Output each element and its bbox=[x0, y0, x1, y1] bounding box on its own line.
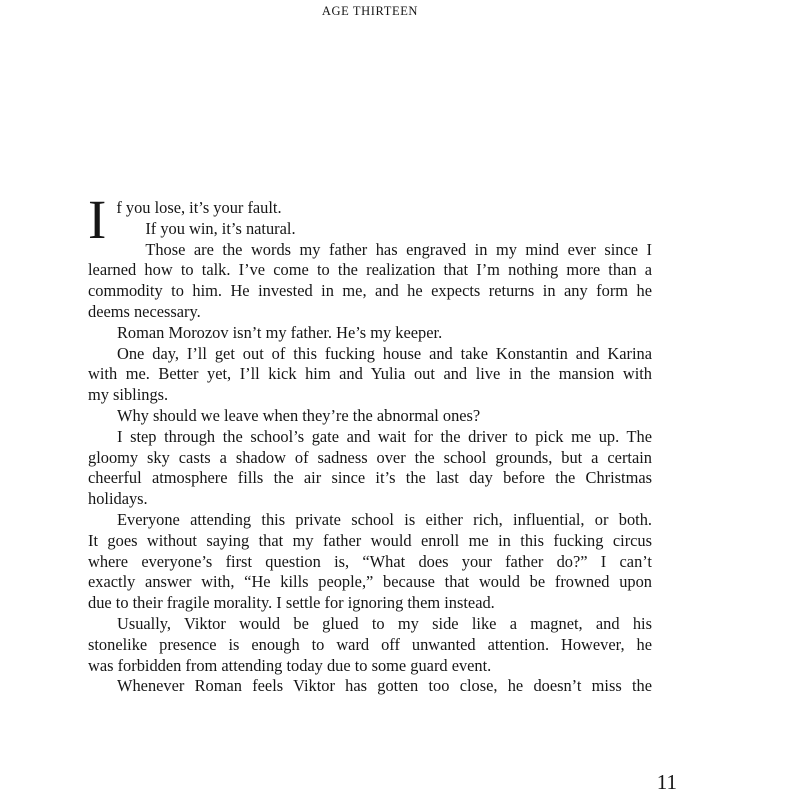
text-line: gloomy sky casts a shadow of sadness over the school grounds, but a certain bbox=[88, 447, 652, 467]
text-line: One day, I’ll get out of this fucking house and take Konstantin and Karina bbox=[117, 343, 652, 363]
paragraph bbox=[88, 323, 652, 344]
text-line: If you win, it’s natural. bbox=[145, 218, 296, 238]
text-line: cheerful atmosphere fills the air since it’s the last day before the Christmas bbox=[88, 468, 652, 488]
paragraph bbox=[88, 406, 652, 427]
running-header: AGE THIRTEEN bbox=[321, 4, 419, 18]
paragraph bbox=[88, 427, 652, 510]
paragraph bbox=[88, 344, 652, 406]
text-line: where everyone’s first question is, “What does your father do?” I can’t bbox=[88, 551, 652, 571]
text-line: commodity to him. He invested in me, and he expects returns in any form he bbox=[88, 281, 652, 301]
text-line: If you lose, it’s your fault. bbox=[88, 189, 282, 250]
text-line: Whenever Roman feels Viktor has gotten too close, he doesn’t miss the bbox=[117, 676, 652, 696]
text-line: Usually, Viktor would be glued to my side like a magnet, and his bbox=[117, 613, 652, 633]
body-text bbox=[88, 189, 652, 697]
paragraph bbox=[88, 676, 652, 697]
text-line: Why should we leave when they’re the abnormal ones? bbox=[117, 405, 481, 425]
text-line: Those are the words my father has engraved in my mind ever since I bbox=[145, 239, 652, 259]
paragraph bbox=[88, 614, 652, 676]
drop-cap: I bbox=[88, 189, 107, 250]
text-line: I step through the school’s gate and wait for the driver to pick me up. The bbox=[117, 426, 652, 446]
text-line: learned how to talk. I’ve come to the realization that I’m nothing more than a bbox=[88, 260, 652, 280]
text-line: due to their fragile morality. I settle for ignoring them instead. bbox=[88, 593, 495, 613]
text-line: my siblings. bbox=[88, 385, 169, 405]
text-line: exactly answer with, “He kills people,” because that would be frowned upon bbox=[88, 572, 652, 592]
text-line: Everyone attending this private school is either rich, influential, or both. bbox=[117, 509, 652, 529]
text-line: holidays. bbox=[88, 489, 148, 509]
paragraph bbox=[88, 219, 652, 240]
paragraph bbox=[88, 510, 652, 614]
paragraph bbox=[88, 240, 652, 323]
text-line: stonelike presence is enough to ward off unwanted attention. However, he bbox=[88, 634, 652, 654]
text-line: It goes without saying that my father would enroll me in this fucking circus bbox=[88, 530, 652, 550]
text-line: deems necessary. bbox=[88, 301, 201, 321]
page-number: 11 bbox=[656, 770, 677, 794]
text-line: was forbidden from attending today due to some guard event. bbox=[88, 655, 492, 675]
text-line: with me. Better yet, I’ll kick him and Yulia out and live in the mansion with bbox=[88, 364, 652, 384]
text-line: Roman Morozov isn’t my father. He’s my keeper. bbox=[117, 322, 443, 342]
